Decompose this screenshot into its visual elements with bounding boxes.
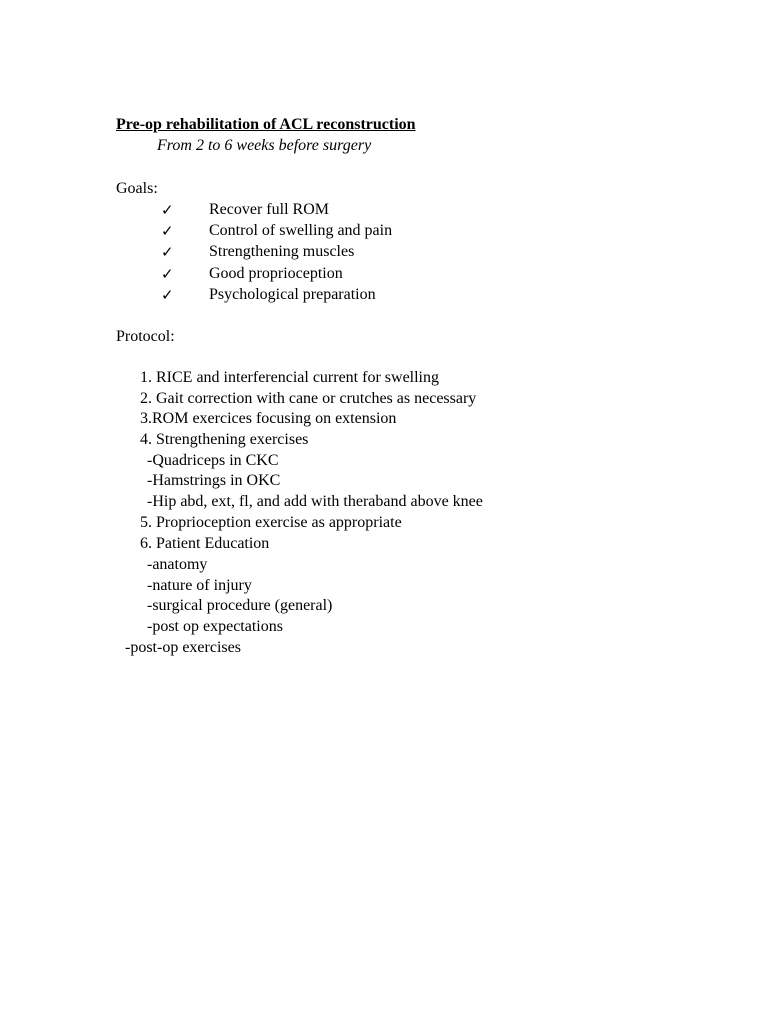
protocol-step: 3.ROM exercices focusing on extension (140, 410, 397, 427)
protocol-step: 5. Proprioception exercise as appropriate (140, 514, 402, 531)
protocol-subitem: -anatomy (147, 556, 208, 573)
protocol-subitem: -post op expectations (147, 618, 283, 635)
goal-text: Strengthening muscles (209, 243, 355, 260)
checkmark-icon: ✓ (161, 265, 174, 283)
goal-text: Control of swelling and pain (209, 222, 393, 239)
protocol-heading: Protocol: (116, 328, 175, 345)
goal-text: Recover full ROM (209, 201, 329, 218)
protocol-subitem: -post-op exercises (125, 639, 241, 656)
goals-heading: Goals: (116, 180, 158, 197)
goal-text: Good proprioception (209, 265, 343, 282)
protocol-subitem: -Hamstrings in OKC (147, 472, 281, 489)
checkmark-icon: ✓ (161, 286, 174, 304)
checkmark-icon: ✓ (161, 201, 174, 219)
protocol-step: 4. Strengthening exercises (140, 431, 309, 448)
protocol-subitem: -nature of injury (147, 577, 252, 594)
goal-text: Psychological preparation (209, 286, 376, 303)
protocol-step: 2. Gait correction with cane or crutches as necessary (140, 390, 477, 407)
protocol-subitem: -Quadriceps in CKC (147, 452, 279, 469)
protocol-step: 6. Patient Education (140, 535, 270, 552)
document-subtitle: From 2 to 6 weeks before surgery (157, 137, 372, 154)
checkmark-icon: ✓ (161, 222, 174, 240)
protocol-subitem: -Hip abd, ext, fl, and add with theraband above knee (147, 493, 483, 510)
protocol-step: 1. RICE and interferencial current for swelling (140, 369, 439, 386)
checkmark-icon: ✓ (161, 243, 174, 261)
document-title: Pre-op rehabilitation of ACL reconstruction (116, 116, 416, 133)
protocol-subitem: -surgical procedure (general) (147, 597, 333, 614)
